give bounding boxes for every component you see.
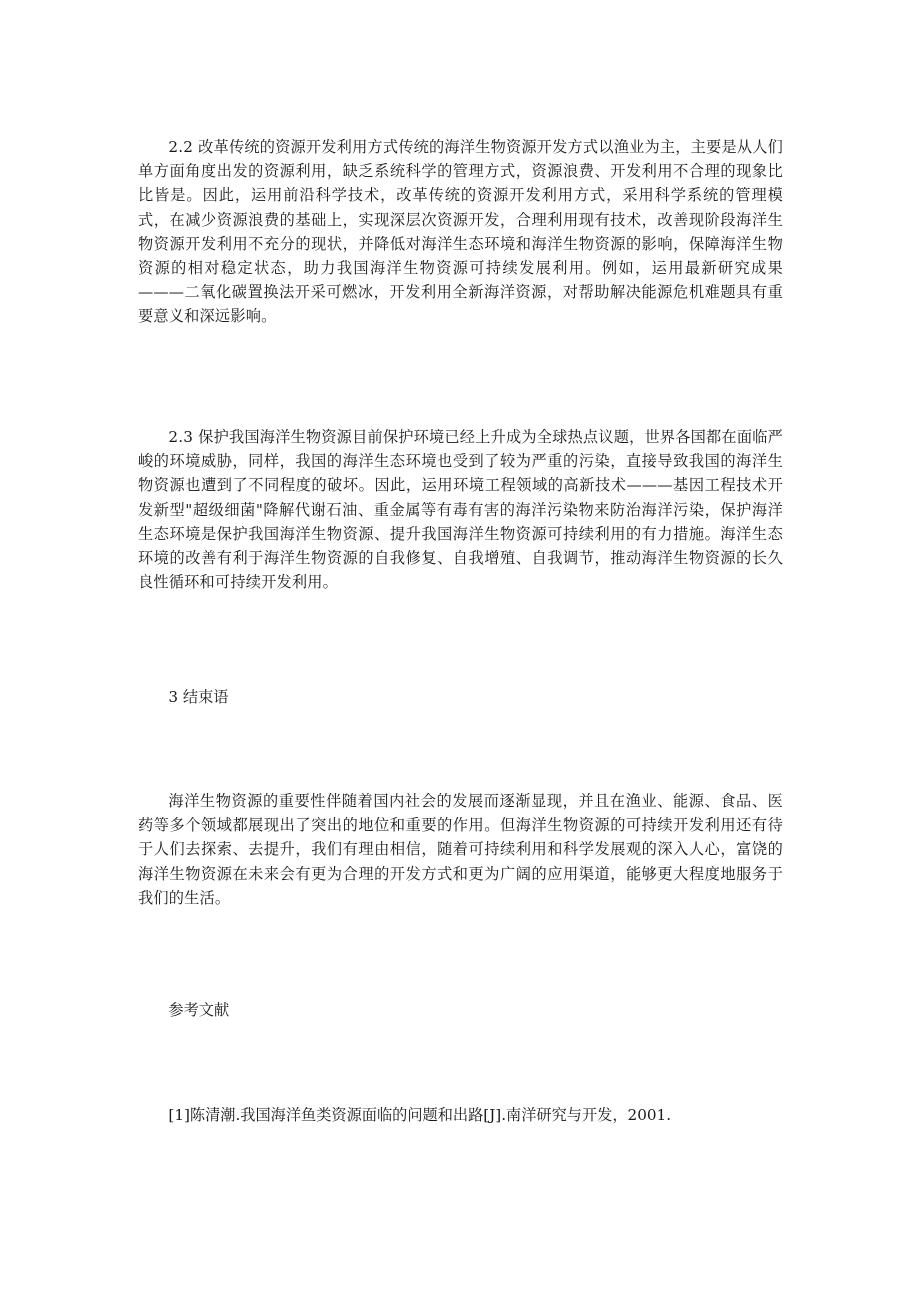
section-heading-references: 参考文献 [168,1001,230,1019]
paragraph-conclusion: 海洋生物资源的重要性伴随着国内社会的发展而逐渐显现，并且在渔业、能源、食品、医药等多个领域都展现出了突出的地位和重要的作用。但海洋生物资源的可持续开发利用还有待于人们去探索、去提升，我们有理由相信，随着可持续利用和科学发展观的深入人心，富饶的海洋生物资源在未来会有更为合理的开发方式和更为广阔的应用渠道，能够更大程度地服务于我们的生活。 [138,792,783,907]
paragraph-section-2-3: 2.3 保护我国海洋生物资源目前保护环境已经上升成为全球热点议题，世界各国都在面临严峻的环境威胁，同样，我国的海洋生态环境也受到了较为严重的污染，直接导致我国的海洋生物资源也遭到了不同程度的破坏。因此，运用环境工程领域的高新技术———基因工程技术开发新型"超级细菌"降解代谢石油、重金属等有毒有害的海洋污染物来防治海洋污染，保护海洋生态环境是保护我国海洋生物资源、提升我国海洋生物资源可持续利用的有力措施。海洋生态环境的改善有利于海洋生物资源的自我修复、自我增殖、自我调节，推动海洋生物资源的长久良性循环和可持续开发利用。 [138,428,783,592]
paragraph-section-2-2: 2.2 改革传统的资源开发利用方式传统的海洋生物资源开发方式以渔业为主，主要是从人们单方面角度出发的资源利用，缺乏系统科学的管理方式，资源浪费、开发利用不合理的现象比比皆是。因此，运用前沿科学技术，改革传统的资源开发利用方式，采用科学系统的管理模式，在减少资源浪费的基础上，实现深层次资源开发，合理利用现有技术，改善现阶段海洋生物资源开发利用不充分的现状，并降低对海洋生态环境和海洋生物资源的影响，保障海洋生物资源的相对稳定状态，助力我国海洋生物资源可持续发展利用。例如，运用最新研究成果———二氧化碳置换法开采可燃冰，开发利用全新海洋资源，对帮助解决能源危机难题具有重要意义和深远影响。 [138,138,783,326]
reference-item: [1]陈清潮.我国海洋鱼类资源面临的问题和出路[J].南洋研究与开发，2001. [168,1106,672,1124]
section-heading-conclusion: 3 结束语 [168,688,229,706]
